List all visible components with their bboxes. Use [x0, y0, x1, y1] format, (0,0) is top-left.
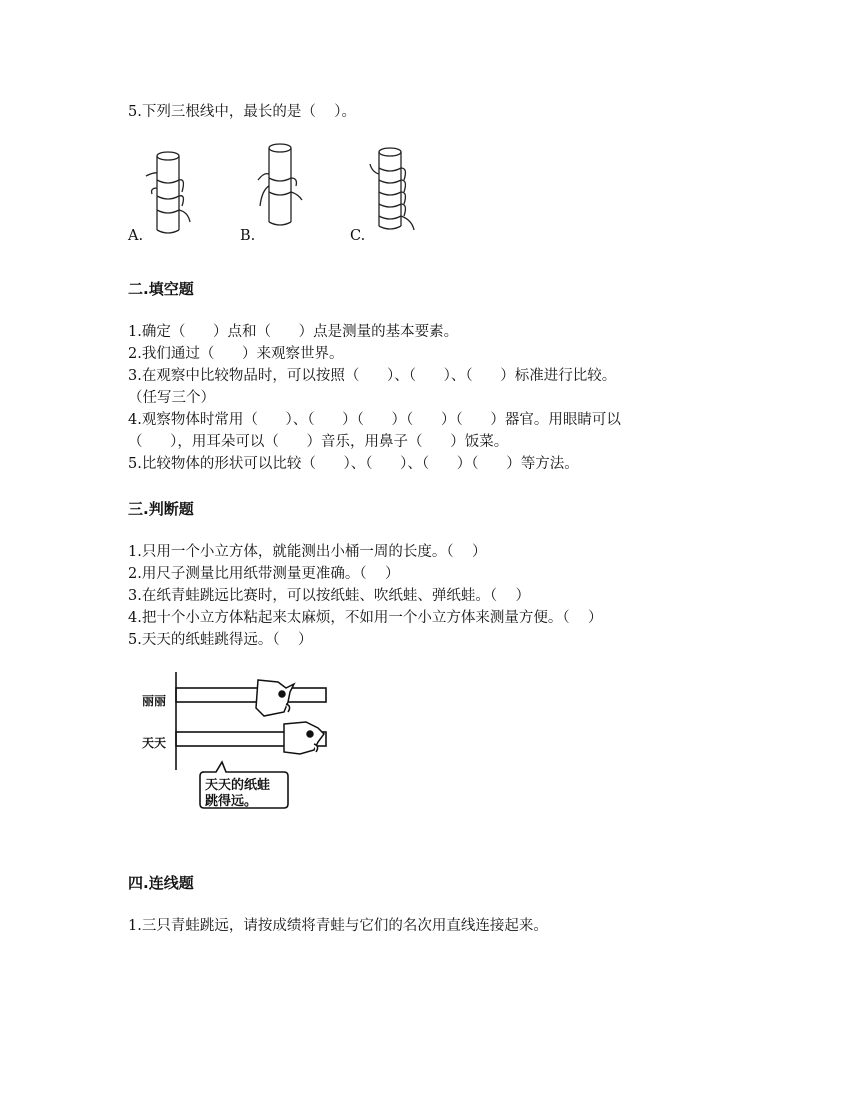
fill-q1: 1.确定（ ）点和（ ）点是测量的基本要素。 [128, 324, 459, 340]
speech-bubble-line2: 跳得远。 [205, 794, 258, 809]
cylinder-c-figure [362, 144, 422, 234]
option-b-label: B. [240, 228, 256, 244]
option-c-label: C. [350, 228, 366, 244]
judge-q2: 2.用尺子测量比用纸带测量更准确。（ ） [128, 566, 400, 582]
q5-stem: 5.下列三根线中，最长的是（ ）。 [128, 104, 357, 120]
fill-q4: 4.观察物体时常用（ ）、（ ）（ ）（ ）（ ）器官。用眼睛可以 [128, 412, 621, 428]
frog-tiantian [284, 722, 324, 754]
cylinder-b-figure [252, 140, 312, 230]
speech-bubble-line1: 天天的纸蛙 [205, 778, 271, 793]
fill-section-heading: 二.填空题 [128, 280, 194, 298]
match-section-heading: 四.连线题 [128, 874, 194, 892]
frog-lili [256, 680, 294, 716]
option-a-label: A. [128, 228, 144, 244]
fill-q5: 5.比较物体的形状可以比较（ ）、（ ）、（ ）（ ）等方法。 [128, 456, 579, 472]
judge-q1: 1.只用一个小立方体，就能测出小桶一周的长度。（ ） [128, 544, 487, 560]
frog-label-tiantian: 天天 [142, 736, 167, 750]
match-q1: 1.三只青蛙跳远，请按成绩将青蛙与它们的名次用直线连接起来。 [128, 918, 548, 934]
judge-section-heading: 三.判断题 [128, 500, 194, 518]
judge-q5: 5.天天的纸蛙跳得远。（ ） [128, 632, 313, 648]
fill-q3: 3.在观察中比较物品时，可以按照（ ）、（ ）、（ ）标准进行比较。 [128, 368, 617, 384]
cylinder-a-figure [140, 148, 200, 238]
fill-q4-cont: （ ），用耳朵可以（ ）音乐，用鼻子（ ）饭菜。 [128, 434, 509, 450]
fill-q3-note: （任写三个） [128, 390, 215, 406]
judge-q3: 3.在纸青蛙跳远比赛时，可以按纸蛙、吹纸蛙、弹纸蛙。（ ） [128, 588, 531, 604]
fill-q2: 2.我们通过（ ）来观察世界。 [128, 346, 344, 362]
frog-label-lili: 丽丽 [142, 694, 167, 708]
judge-q4: 4.把十个小立方体粘起来太麻烦，不如用一个小立方体来测量方便。（ ） [128, 610, 603, 626]
